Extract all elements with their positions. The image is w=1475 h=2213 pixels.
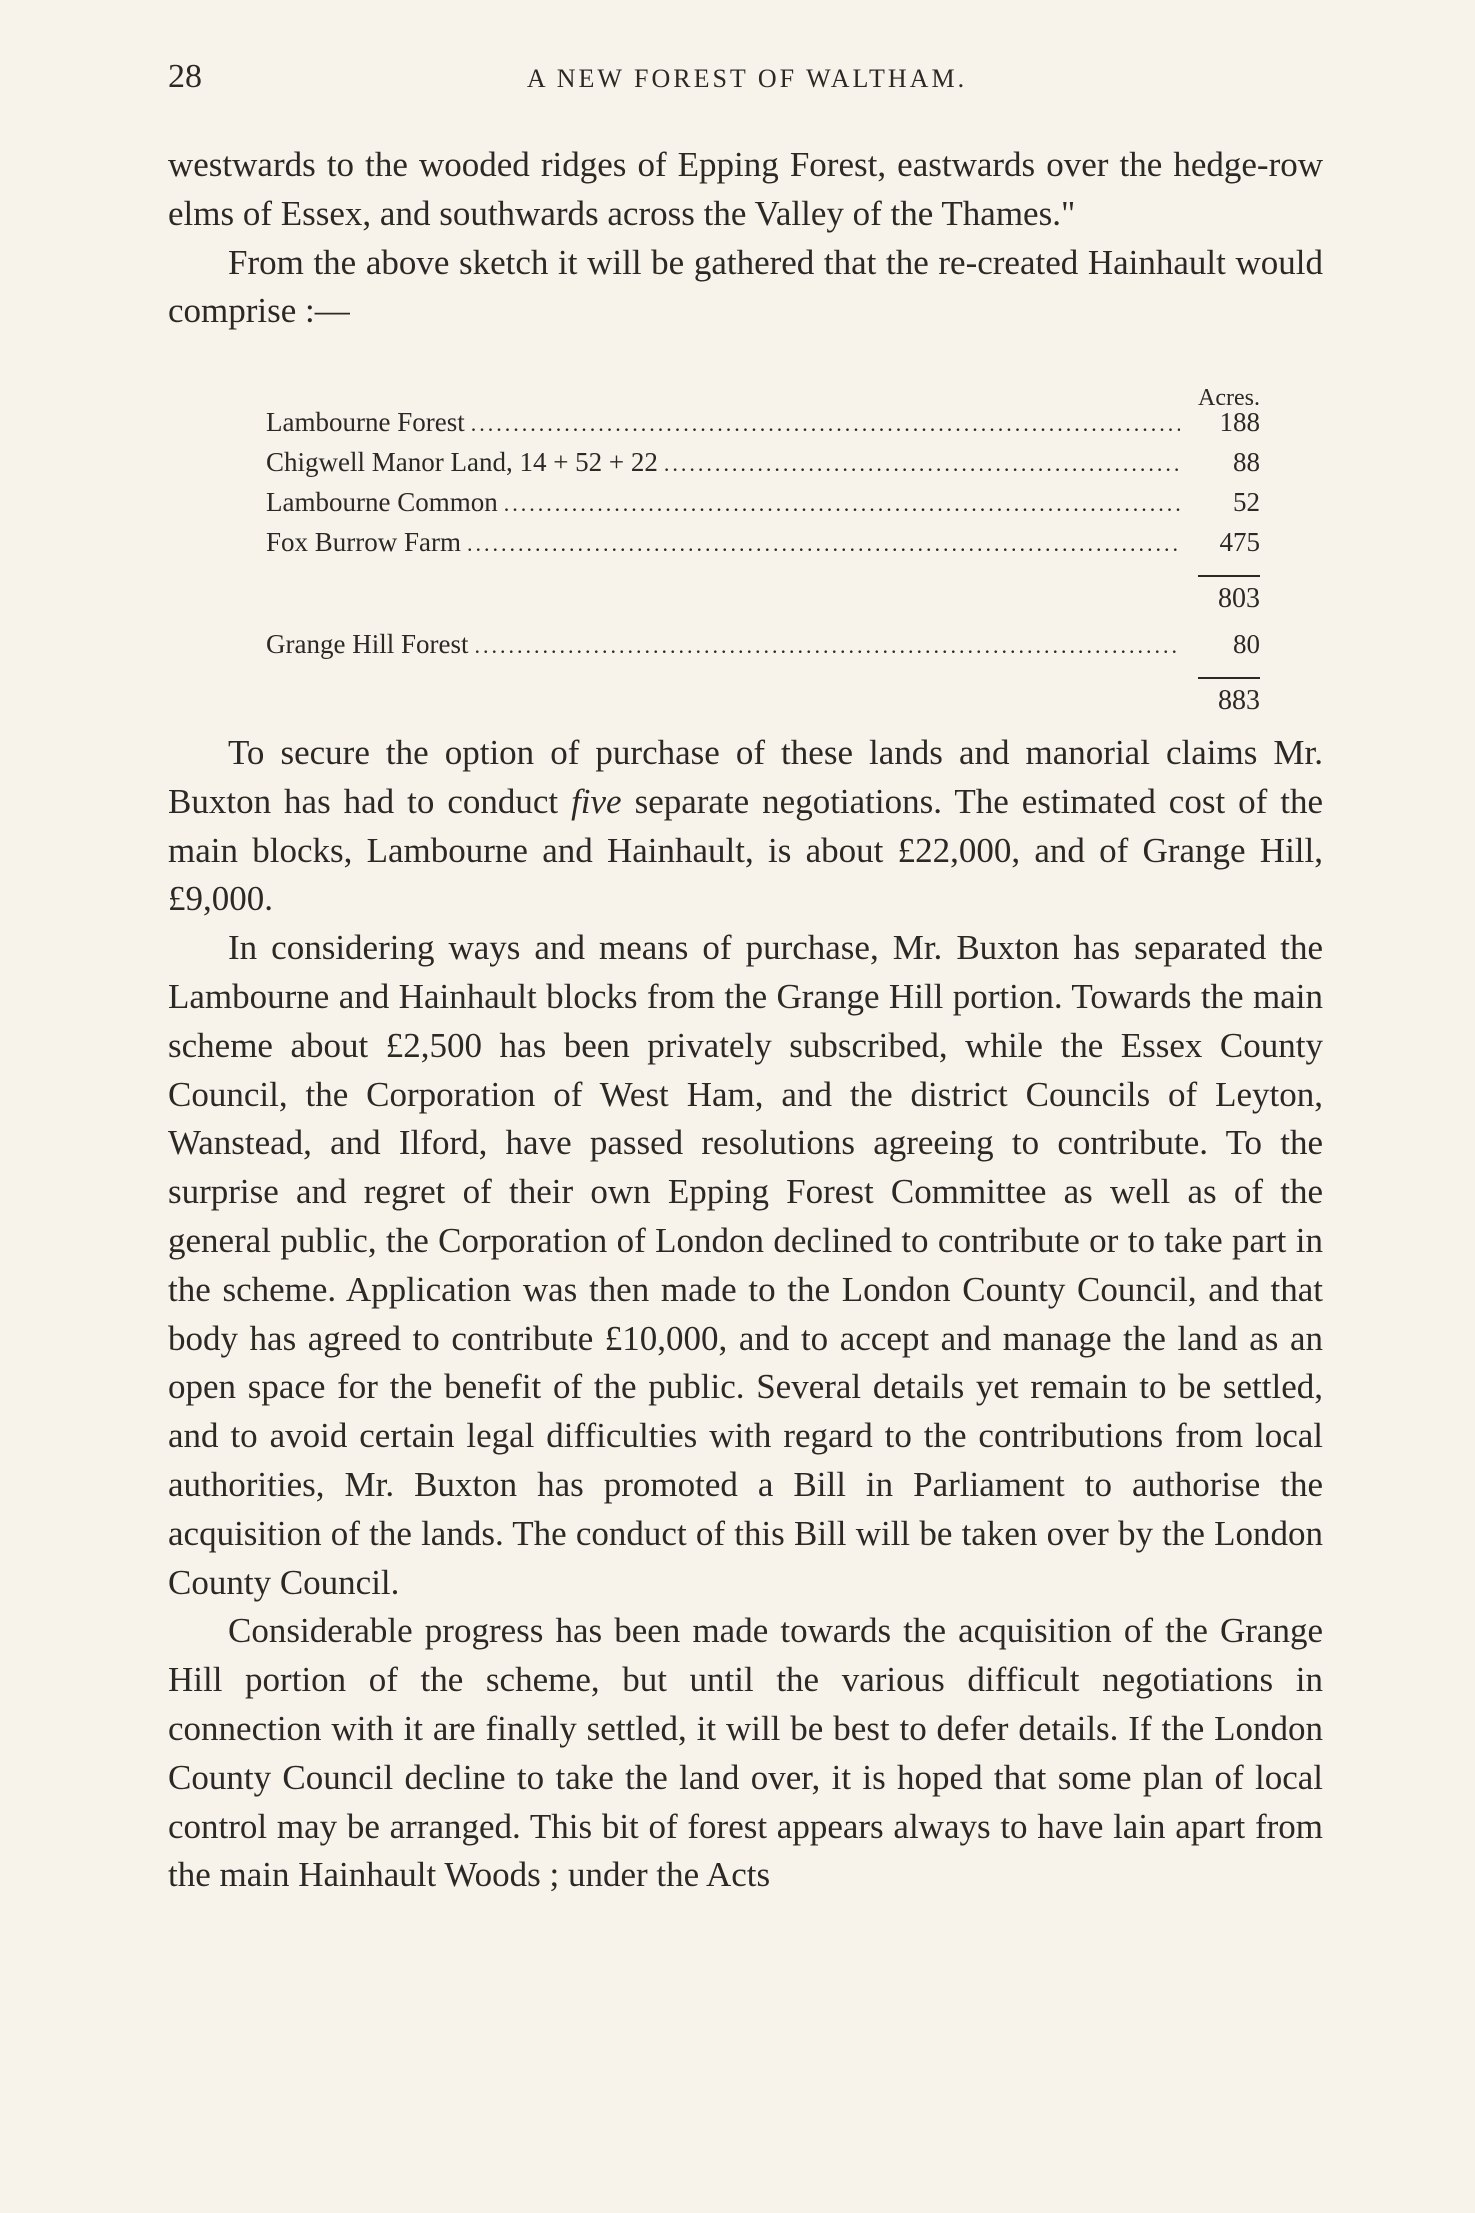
row-label: Lambourne Common <box>266 487 498 517</box>
italic-word: five <box>571 781 622 821</box>
total-value: 883 <box>1218 685 1260 716</box>
row-value: 52 <box>1233 487 1260 517</box>
paragraph-grange-hill: Considerable progress has been made towards the acquisition of the Grange Hill portion of the scheme, but until the various difficult negotiations in connection with it are finally settled, it will be best to defer details. If the London County Council decline to take the land over, it is hoped that some plan of local control may be arranged. This bit of forest appears always to have lain apart from the main Hainhault Woods ; under the Acts <box>168 1611 1323 1895</box>
table-row <box>266 527 1260 565</box>
row-value: 80 <box>1233 629 1260 659</box>
paragraph-continued: westwards to the wooded ridges of Epping Forest, eastwards over the hedge-row elms of Essex, and southwards across the Valley of the Thames." <box>168 145 1323 233</box>
text-block-main <box>168 729 1323 1900</box>
row-label: Grange Hill Forest <box>266 629 469 659</box>
text-run: separate negotiations. The estimated cost of the main blocks, Lambourne and Hainhault, is about £22,000, and of Grange Hill, £9,000. <box>168 781 1323 919</box>
row-value: 88 <box>1233 447 1260 477</box>
total-rule <box>1198 677 1260 679</box>
paragraph-comprise: From the above sketch it will be gathered that the re-created Hainhault would comprise :— <box>168 242 1323 331</box>
text-block-intro <box>168 141 1323 336</box>
table-row <box>266 447 1260 485</box>
acres-column-header: Acres. <box>1198 385 1260 411</box>
subtotal-value: 803 <box>1218 583 1260 614</box>
leader-dots <box>467 531 1180 557</box>
paragraph-ways-and-means: In considering ways and means of purchase, Mr. Buxton has separated the Lambourne and Hainhault blocks from the Grange Hill portion. Towards the main scheme about £2,500 has been privately subscribed, while the Essex County Council, the Corporation of West Ham, and the district Councils of Leyton, Wanstead, and Ilford, have passed resolutions agreeing to contribute. To the surprise and regret of their own Epping Forest Committee as well as of the general public, the Corporation of London declined to contribute or to take part in the scheme. Application was then made to the London County Council, and that body has agreed to contribute £10,000, and to accept and manage the land as an open space for the benefit of the public. Several details yet remain to be settled, and to avoid certain legal difficulties with regard to the contributions from local authorities, Mr. Buxton has promoted a Bill in Parliament to authorise the acquisition of the lands. The conduct of this Bill will be taken over by the London County Council. <box>168 928 1323 1602</box>
subtotal-rule <box>1198 575 1260 577</box>
table-row <box>266 487 1260 525</box>
leader-dots <box>504 491 1180 517</box>
table-row <box>266 407 1260 445</box>
row-label: Fox Burrow Farm <box>266 527 461 557</box>
row-value: 475 <box>1219 527 1260 557</box>
running-title: A NEW FOREST OF WALTHAM. <box>526 64 968 93</box>
paragraph-negotiations <box>168 729 1323 924</box>
leader-dots <box>664 451 1180 477</box>
leader-dots <box>471 411 1180 437</box>
row-value: 188 <box>1219 407 1260 437</box>
leader-dots <box>474 633 1180 659</box>
page-header <box>168 58 1326 102</box>
text-run: To secure the option of purchase of these lands and manorial claims Mr. Buxton has had to conduct <box>168 733 1323 821</box>
table-row <box>266 629 1260 667</box>
page-number: 28 <box>168 58 202 95</box>
row-label: Lambourne Forest <box>266 407 465 437</box>
row-label: Chigwell Manor Land, 14 + 52 + 22 <box>266 447 658 477</box>
